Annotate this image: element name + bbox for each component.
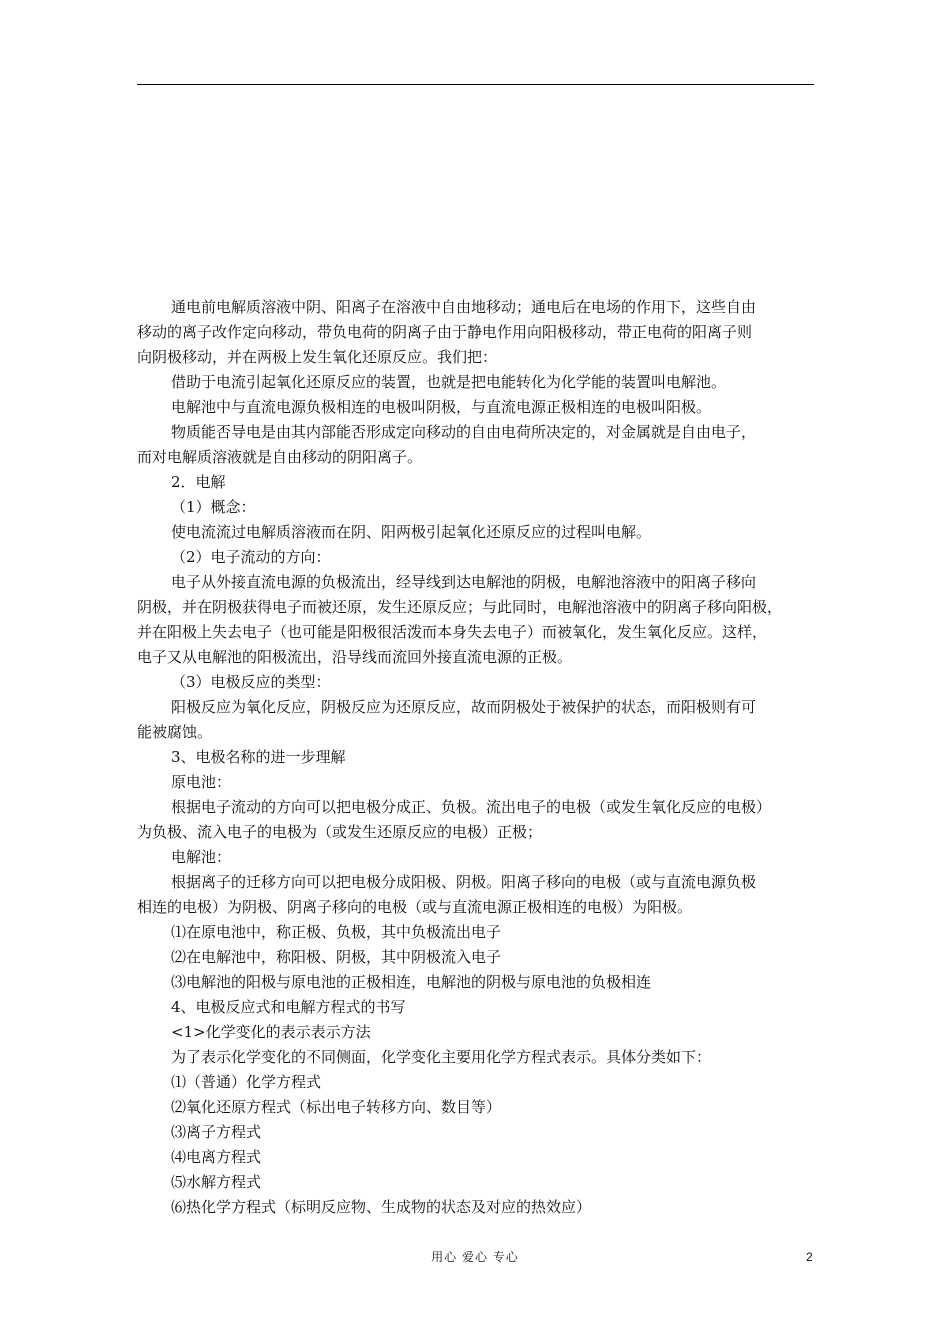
text-line: 物质能否导电是由其内部能否形成定向移动的自由电荷所决定的，对金属就是自由电子， [171, 423, 757, 441]
text-line: 根据电子流动的方向可以把电极分成正、负极。流出电子的电极（或发生氧化反应的电极） [171, 798, 772, 816]
list-item: ⑵氧化还原方程式（标出电子转移方向、数目等） [171, 1098, 502, 1116]
list-item: ⑷电离方程式 [171, 1148, 262, 1166]
section-heading: 3、电极名称的进一步理解 [171, 748, 346, 766]
list-item: ⑸水解方程式 [171, 1173, 262, 1191]
text-line: 阴极，并在阴极获得电子而被还原，发生还原反应；与此同时，电解池溶液中的阴离子移向阳极， [137, 598, 783, 616]
list-item: ⑶电解池的阳极与原电池的正极相连，电解池的阴极与原电池的负极相连 [171, 973, 652, 991]
text-line: 阳极反应为氧化反应，阴极反应为还原反应，故而阴极处于被保护的状态，而阳极则有可 [171, 698, 757, 716]
text-line: 根据离子的迁移方向可以把电极分成阳极、阴极。阳离子移向的电极（或与直流电源负极 [171, 873, 757, 891]
list-item: ⑶离子方程式 [171, 1123, 262, 1141]
subsection-heading: （3）电极反应的类型： [171, 673, 331, 691]
subsection-heading: <1>化学变化的表示表示方法 [171, 1023, 371, 1041]
list-item: ⑴（普通）化学方程式 [171, 1073, 322, 1091]
list-item: ⑹热化学方程式（标明反应物、生成物的状态及对应的热效应） [171, 1198, 592, 1216]
text-line: 向阴极移动，并在两极上发生氧化还原反应。我们把： [137, 348, 498, 366]
list-item: ⑵在电解池中，称阳极、阴极，其中阴极流入电子 [171, 948, 502, 966]
page-number: 2 [806, 1250, 813, 1264]
section-heading: 2．电解 [171, 473, 226, 491]
list-item: ⑴在原电池中，称正极、负极，其中负极流出电子 [171, 923, 502, 941]
text-line: 电解池： [171, 848, 232, 866]
section-heading: 4、电极反应式和电解方程式的书写 [171, 998, 406, 1016]
body-text [137, 295, 815, 1220]
text-line: 移动的离子改作定向移动，带负电荷的阴离子由于静电作用向阳极移动，带正电荷的阳离子则 [137, 323, 753, 341]
text-line: 并在阳极上失去电子（也可能是阳极很活泼而本身失去电子）而被氧化，发生氧化反应。这样， [137, 623, 768, 641]
text-line: 为了表示化学变化的不同侧面，化学变化主要用化学方程式表示。具体分类如下： [171, 1048, 712, 1066]
text-line: 能被腐蚀。 [137, 723, 213, 741]
text-line: 为负极、流入电子的电极为（或发生还原反应的电极）正极； [137, 823, 543, 841]
text-line: 使电流流过电解质溶液而在阴、阳两极引起氧化还原反应的过程叫电解。 [171, 523, 652, 541]
text-line: 电子又从电解池的阳极流出，沿导线而流回外接直流电源的正极。 [137, 648, 573, 666]
text-line: 借助于电流引起氧化还原反应的装置，也就是把电能转化为化学能的装置叫电解池。 [171, 373, 727, 391]
text-line: 通电前电解质溶液中阴、阳离子在溶液中自由地移动；通电后在电场的作用下，这些自由 [171, 298, 757, 316]
subsection-heading: （1）概念： [171, 498, 256, 516]
text-line: 电解池中与直流电源负极相连的电极叫阴极，与直流电源正极相连的电极叫阳极。 [171, 398, 712, 416]
text-line: 原电池： [171, 773, 232, 791]
text-line: 而对电解质溶液就是自由移动的阴阳离子。 [137, 448, 423, 466]
footer-motto: 用心 爱心 专心 [431, 1250, 519, 1264]
subsection-heading: （2）电子流动的方向： [171, 548, 331, 566]
text-line: 相连的电极）为阴极、阴离子移向的电极（或与直流电源正极相连的电极）为阳极。 [137, 898, 693, 916]
header-rule [137, 84, 814, 85]
text-line: 电子从外接直流电源的负极流出，经导线到达电解池的阴极，电解池溶液中的阳离子移向 [171, 573, 757, 591]
